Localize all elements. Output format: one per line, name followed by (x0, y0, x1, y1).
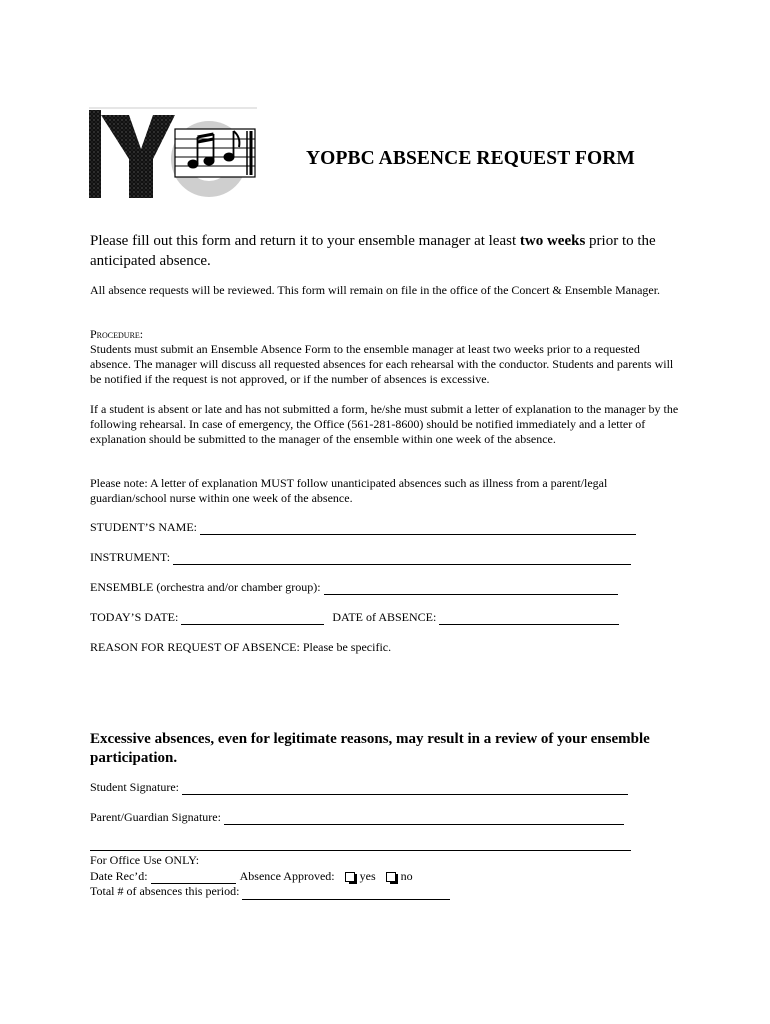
parent-signature-line[interactable] (224, 812, 624, 825)
ensemble-line[interactable] (324, 582, 618, 595)
ensemble-label: ENSEMBLE (orchestra and/or chamber group): (90, 580, 321, 594)
procedure-heading: Procedure: (90, 327, 144, 341)
office-row-approval (90, 869, 450, 885)
student-name-label: STUDENT’S NAME: (90, 520, 197, 534)
ensemble-field (90, 580, 618, 595)
parent-signature-label: Parent/Guardian Signature: (90, 810, 221, 824)
todays-date-label: TODAY’S DATE: (90, 610, 179, 624)
date-of-absence-line[interactable] (439, 612, 619, 625)
intro-before: Please fill out this form and return it to your ensemble manager at least (90, 233, 520, 249)
office-divider (90, 850, 631, 851)
date-recd-line[interactable] (151, 871, 236, 884)
intro-after: prior to the anticipated absence. (90, 233, 656, 269)
instrument-label: INSTRUMENT: (90, 550, 171, 564)
warning-text: Excessive absences, even for legitimate reasons, may result in a review of your ensemble participation. (90, 731, 650, 766)
instrument-line[interactable] (173, 552, 631, 565)
todays-date-line[interactable] (181, 612, 324, 625)
intro-text (90, 232, 680, 271)
review-paragraph: All absence requests will be reviewed. This form will remain on file in the office of the Concert & Ensemble Manager. (90, 283, 661, 297)
office-use-section (90, 853, 450, 900)
office-heading: For Office Use ONLY: (90, 853, 200, 867)
date-recd-label: Date Rec’d: (90, 868, 148, 883)
absence-approved-label: Absence Approved: (239, 868, 335, 883)
intro-bold: two weeks (519, 233, 586, 249)
student-signature-label: Student Signature: (90, 780, 179, 794)
procedure-text: Students must submit an Ensemble Absence Form to the ensemble manager at least two weeks prior to a requested absence. The manager will discuss all requested absences for each rehearsal with the conductor. Students and parents will be notified if the request is not approved, or if the number of absences is excessive. (90, 342, 674, 386)
form-title: YOPBC ABSENCE REQUEST FORM (306, 148, 635, 169)
student-name-field (90, 520, 636, 535)
no-label: no (400, 868, 413, 883)
total-absences-label: Total # of absences this period: (90, 884, 240, 898)
no-checkbox[interactable] (386, 872, 396, 882)
parent-signature-field (90, 810, 624, 825)
student-signature-line[interactable] (182, 782, 628, 795)
yes-checkbox[interactable] (345, 872, 355, 882)
note-paragraph: Please note: A letter of explanation MUST follow unanticipated absences such as illness from a parent/legal guardian/school nurse within one week of the absence. (90, 476, 608, 505)
student-signature-field (90, 780, 628, 795)
office-row-total (90, 884, 450, 900)
student-name-line[interactable] (200, 522, 636, 535)
reason-label: REASON FOR REQUEST OF ABSENCE: Please be specific. (90, 640, 392, 654)
date-of-absence-label: DATE of ABSENCE: (332, 610, 437, 624)
yes-label: yes (359, 868, 376, 883)
dates-row (90, 610, 619, 625)
procedure-section (90, 327, 680, 387)
yopbc-logo (89, 107, 259, 200)
late-paragraph: If a student is absent or late and has not submitted a form, he/she must submit a letter of explanation to the manager by the following rehearsal. In case of emergency, the Office (561-281-8600) should be notified immediately and a letter of explanation should be submitted to the manager of the ensemble within one week of the absence. (90, 402, 679, 446)
instrument-field (90, 550, 631, 565)
total-absences-line[interactable] (242, 887, 450, 900)
